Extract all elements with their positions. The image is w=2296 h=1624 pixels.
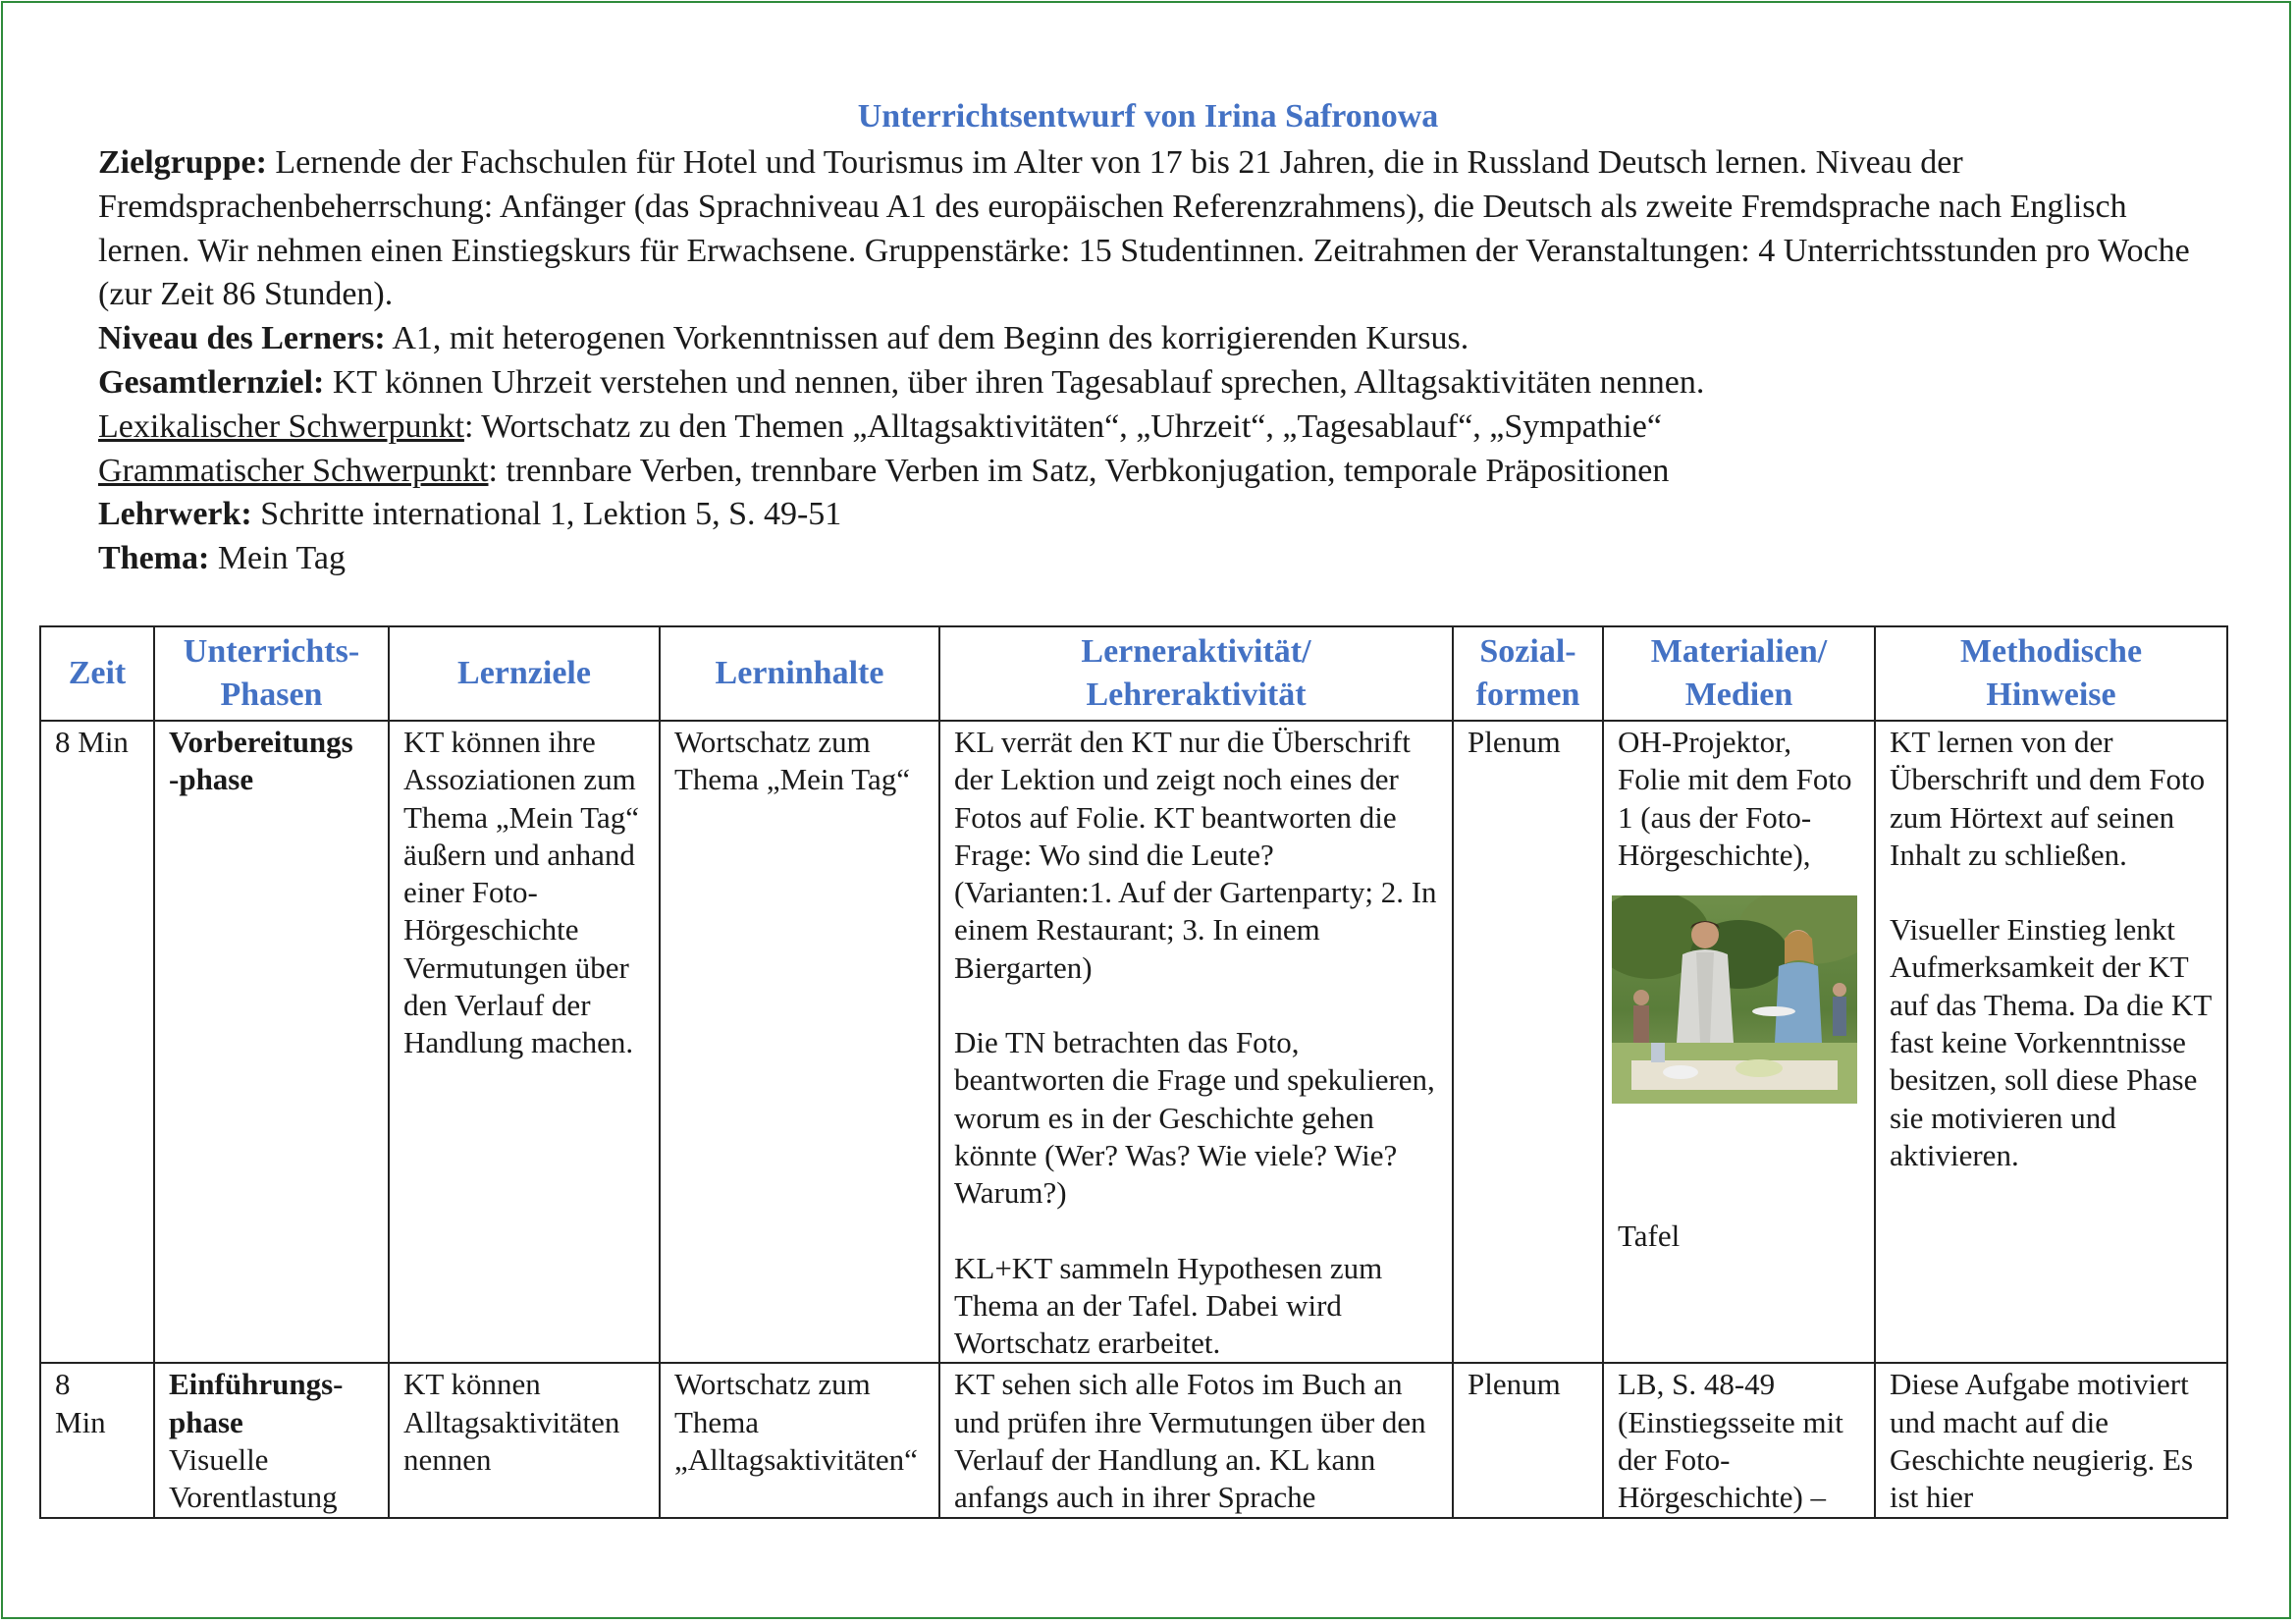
niveau-text: A1, mit heterogenen Vorkenntnissen auf dem Beginn des korrigierenden Kursus. bbox=[385, 320, 1469, 357]
grammatisch-line bbox=[98, 450, 2218, 494]
header-lernziele: Lernziele bbox=[389, 626, 660, 721]
cell-lernziele: KT können ihre Assoziationen zum Thema „Mein Tag“ äußern und anhand einer Foto-Hörgeschichte Vermutungen über den Verlauf der Handlung machen. bbox=[389, 721, 660, 1363]
thema-line bbox=[98, 537, 2218, 581]
lexikalisch-label: Lexikalischer Schwerpunkt bbox=[98, 407, 464, 445]
lehrwerk-text: Schritte international 1, Lektion 5, S. 49-51 bbox=[251, 496, 842, 533]
cell-lernziele: KT können Alltagsaktivitäten nennen bbox=[389, 1363, 660, 1517]
grammatisch-text: : trennbare Verben, trennbare Verben im Satz, Verbkonjugation, temporale Präpositionen bbox=[488, 452, 1670, 489]
header-hinweise: Methodische Hinweise bbox=[1875, 626, 2227, 721]
thema-label: Thema: bbox=[98, 540, 210, 577]
niveau-label: Niveau des Lerners: bbox=[98, 320, 386, 357]
phase-name: Vorbereitungs -phase bbox=[169, 725, 353, 797]
header-zeit: Zeit bbox=[40, 626, 154, 721]
cell-hinweise bbox=[1875, 1363, 2227, 1517]
table-row bbox=[40, 1363, 2227, 1517]
header-materialien: Materialien/ Medien bbox=[1603, 626, 1875, 721]
materialien-text: LB, S. 48-49 (Einstiegsseite mit der Foto-Hörgeschichte) – bbox=[1618, 1367, 1843, 1515]
zielgruppe-text: Lernende der Fachschulen für Hotel und Tourismus im Alter von 17 bis 21 Jahren, die in Russland Deutsch lernen. Niveau der Fremdsprachenbeherrschung: Anfänger (das Sprachniveau A1 des europäischen Referenzrahmens), die Deutsch als zweite Fremdsprache nach Englisch lernen. Wir nehmen einen Einstiegskurs für Erwachsene. Gruppenstärke: 15 Studentinnen. Zeitrahmen der Veranstaltungen: 4 Unterrichtsstunden pro Woche (zur Zeit 86 Stunden). bbox=[98, 144, 2190, 313]
paragraph-gap bbox=[1890, 874, 2213, 911]
header-sozialformen: Sozial- formen bbox=[1453, 626, 1603, 721]
niveau-line bbox=[98, 317, 2218, 361]
materialien-text: OH-Projektor, Folie mit dem Foto 1 (aus der Foto-Hörgeschichte), bbox=[1618, 725, 1852, 872]
cell-zeit: 8 Min bbox=[40, 721, 154, 1363]
cell-aktivitaet bbox=[939, 721, 1453, 1363]
document-title: Unterrichtsentwurf von Irina Safronowa bbox=[857, 98, 1439, 135]
cell-lerninhalte: Wortschatz zum Thema „Alltagsaktivitäten“ bbox=[660, 1363, 939, 1517]
cell-sozialform: Plenum bbox=[1453, 721, 1603, 1363]
gesamtlernziel-label: Gesamtlernziel: bbox=[98, 363, 325, 401]
cell-zeit: 8 Min bbox=[40, 1363, 154, 1517]
table-header-row bbox=[40, 626, 2227, 721]
gesamtlernziel-text: KT können Uhrzeit verstehen und nennen, über ihren Tagesablauf sprechen, Alltagsaktivitäten nennen. bbox=[324, 363, 1705, 401]
grammatisch-label: Grammatischer Schwerpunkt bbox=[98, 452, 489, 489]
lesson-header bbox=[98, 141, 2218, 581]
thema-text: Mein Tag bbox=[209, 540, 346, 577]
header-aktivitaet: Lerneraktivität/ Lehreraktivität bbox=[939, 626, 1453, 721]
cell-materialien bbox=[1603, 721, 1875, 1363]
gesamtlernziel-line bbox=[98, 361, 2218, 406]
table-row bbox=[40, 721, 2227, 1363]
cell-lerninhalte: Wortschatz zum Thema „Mein Tag“ bbox=[660, 721, 939, 1363]
phase-subtitle: Visuelle Vorentlastung bbox=[169, 1442, 338, 1515]
garden-party-photo bbox=[1612, 895, 1857, 1104]
aktivitaet-paragraph: KL verrät den KT nur die Überschrift der Lektion und zeigt noch eines der Fotos auf Folie. KT beantworten die Frage: Wo sind die Leute? (Varianten:1. Auf der Gartenparty; 2. In einem Restaurant; 3. In einem Biergarten) bbox=[954, 725, 1437, 985]
lehrwerk-line bbox=[98, 493, 2218, 537]
lexikalisch-line bbox=[98, 406, 2218, 450]
hinweise-paragraph: Visueller Einstieg lenkt Aufmerksamkeit der KT auf das Thema. Da die KT fast keine Vorkenntnisse besitzen, soll diese Phase sie motivieren und aktivieren. bbox=[1890, 912, 2212, 1172]
phase-name: Einführungs- phase bbox=[169, 1367, 344, 1439]
lesson-plan-table bbox=[39, 625, 2228, 1519]
zielgruppe-label: Zielgruppe: bbox=[98, 144, 267, 181]
cell-sozialform: Plenum bbox=[1453, 1363, 1603, 1517]
cell-hinweise bbox=[1875, 721, 2227, 1363]
aktivitaet-paragraph: KT sehen sich alle Fotos im Buch an und prüfen ihre Vermutungen über den Verlauf der Handlung an. KL kann anfangs auch in ihrer Sprache bbox=[954, 1367, 1426, 1515]
paragraph-gap bbox=[954, 1213, 1438, 1250]
cell-phase bbox=[154, 1363, 389, 1517]
paragraph-gap bbox=[954, 987, 1438, 1024]
cell-materialien bbox=[1603, 1363, 1875, 1517]
header-phasen: Unterrichts- Phasen bbox=[154, 626, 389, 721]
aktivitaet-paragraph: KL+KT sammeln Hypothesen zum Thema an der Tafel. Dabei wird Wortschatz erarbeitet. bbox=[954, 1250, 1383, 1361]
hinweise-paragraph: Diese Aufgabe motiviert und macht auf die Geschichte neugierig. Es ist hier bbox=[1890, 1367, 2194, 1515]
cell-phase bbox=[154, 721, 389, 1363]
hinweise-paragraph: KT lernen von der Überschrift und dem Foto zum Hörtext auf seinen Inhalt zu schließen. bbox=[1890, 725, 2206, 872]
zielgruppe-line bbox=[98, 141, 2218, 317]
cell-aktivitaet bbox=[939, 1363, 1453, 1517]
lexikalisch-text: : Wortschatz zu den Themen „Alltagsaktivitäten“, „Uhrzeit“, „Tagesablauf“, „Sympathie“ bbox=[463, 407, 1662, 445]
lehrwerk-label: Lehrwerk: bbox=[98, 496, 252, 533]
aktivitaet-paragraph: Die TN betrachten das Foto, beantworten die Frage und spekulieren, worum es in der Geschichte gehen könnte (Wer? Was? Wie viele? Wie? Warum?) bbox=[954, 1025, 1435, 1211]
materialien-tafel: Tafel bbox=[1618, 1218, 1681, 1254]
header-lerninhalte: Lerninhalte bbox=[660, 626, 939, 721]
